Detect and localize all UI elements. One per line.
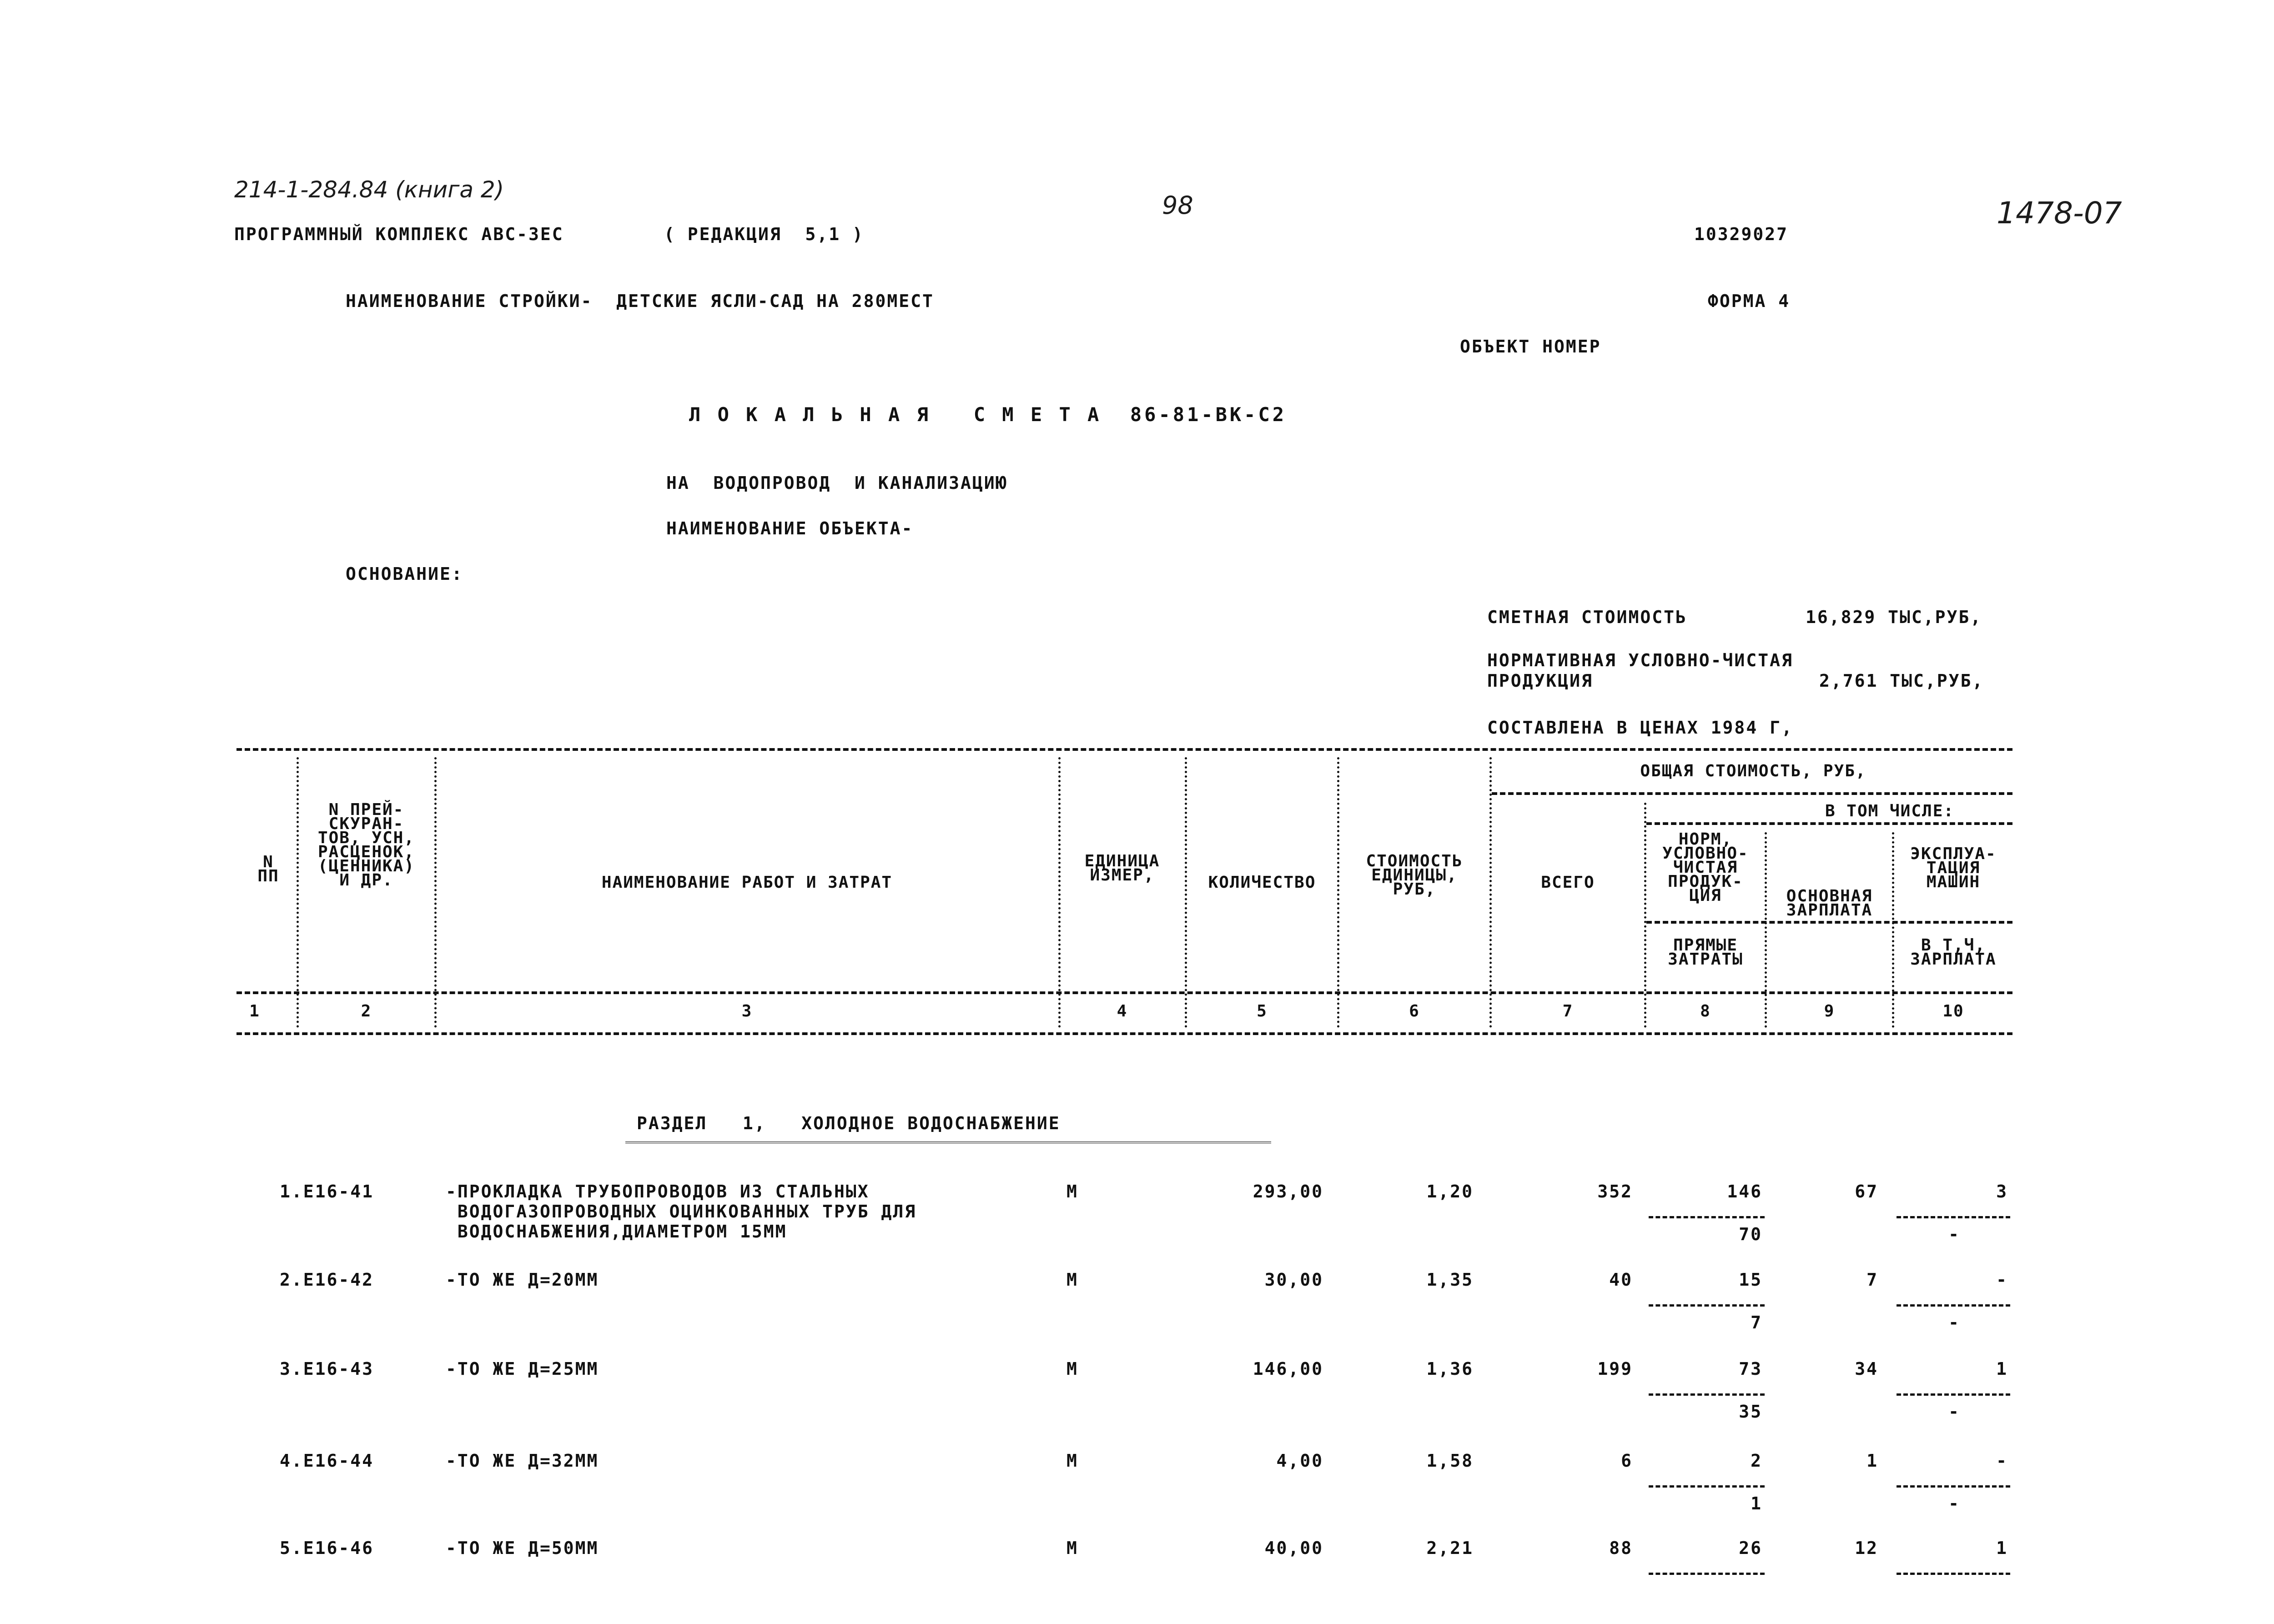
col-sep-8: [1765, 832, 1767, 1028]
norm-product-label: НОРМАТИВНАЯ УСЛОВНО-ЧИСТАЯ: [1487, 650, 1793, 670]
row-machines: -: [1996, 1451, 2008, 1471]
col-sep-3: [1058, 757, 1061, 1028]
col-number-3: 3: [741, 1002, 753, 1021]
row-norm-divider: [1649, 1393, 1765, 1396]
row-quantity: 40,00: [1264, 1538, 1323, 1558]
row-machine-wage: -: [1948, 1402, 1960, 1422]
row-unit-cost: 1,36: [1426, 1359, 1474, 1379]
col-sep-4: [1185, 757, 1187, 1028]
col-number-8: 8: [1700, 1002, 1711, 1021]
row-unit-cost: 1,58: [1426, 1451, 1474, 1471]
header-col-base-wage: ОСНОВНАЯ ЗАРПЛАТА: [1786, 887, 1873, 920]
page-number: 98: [1162, 191, 1193, 220]
form-number: ФОРМА 4: [1708, 291, 1791, 311]
row-base-wage: 12: [1855, 1538, 1878, 1558]
row-norm-product: 2: [1751, 1451, 1762, 1471]
row-machines: -: [1996, 1270, 2008, 1290]
header-col-unit: ЕДИНИЦА ИЗМЕР,: [1084, 852, 1160, 885]
row-unit: М: [1067, 1359, 1078, 1379]
basis-label: ОСНОВАНИЕ:: [346, 564, 463, 584]
row-machine-divider: [1897, 1304, 2010, 1307]
row-unit: М: [1067, 1451, 1078, 1471]
row-norm-product: 73: [1739, 1359, 1762, 1379]
table-group-rule: [1492, 792, 2012, 795]
col-number-4: 4: [1117, 1002, 1128, 1021]
row-norm-product: 15: [1739, 1270, 1762, 1290]
row-norm-product: 146: [1727, 1182, 1762, 1202]
norm-product-label-2: ПРОДУКЦИЯ: [1487, 671, 1593, 691]
row-machine-divider: [1897, 1573, 2010, 1575]
section-title: РАЗДЕЛ 1, ХОЛОДНОЕ ВОДОСНАБЖЕНИЕ: [637, 1113, 1061, 1133]
header-col-price-ref: N ПРЕЙ- СКУРАН- ТОВ, УСН, РАСЦЕНОК, (ЦЕННИКА) И ДР.: [317, 800, 415, 890]
row-code: 2.Е16-42: [280, 1270, 374, 1290]
price-level: СОСТАВЛЕНА В ЦЕНАХ 1984 Г,: [1487, 718, 1793, 738]
row-base-wage: 67: [1855, 1182, 1878, 1202]
header-col-norm-product: НОРМ, УСЛОВНО- ЧИСТАЯ ПРОДУК- ЦИЯ: [1662, 830, 1749, 905]
row-quantity: 293,00: [1253, 1182, 1323, 1202]
row-work-name: -ТО ЖЕ Д=20ММ: [446, 1270, 599, 1290]
program-name: ПРОГРАММНЫЙ КОМПЛЕКС АВС-ЗЕС: [234, 224, 564, 244]
row-machine-divider: [1897, 1216, 2010, 1218]
table-top-rule: [236, 748, 2012, 751]
col-sep-2: [434, 757, 437, 1028]
header-col-quantity: КОЛИЧЕСТВО: [1208, 873, 1316, 892]
row-code: 4.Е16-44: [280, 1451, 374, 1471]
header-col-machine-wage: В Т,Ч, ЗАРПЛАТА: [1910, 936, 1997, 969]
archive-number: 1478-07: [1997, 196, 2122, 231]
row-total: 352: [1597, 1182, 1633, 1202]
row-base-wage: 1: [1866, 1451, 1878, 1471]
row-norm-product: 26: [1739, 1538, 1762, 1558]
row-work-name: -ТО ЖЕ Д=25ММ: [446, 1359, 599, 1379]
col-sep-1: [297, 757, 299, 1028]
table-numbers-bottom-rule: [236, 1032, 2012, 1035]
header-col-number: N ПП: [257, 853, 279, 885]
table-incl-rule: [1646, 822, 2012, 825]
estimated-cost-value: 16,829 ТЫС,РУБ,: [1806, 607, 1982, 627]
estimate-title: Л О К А Л Ь Н А Я С М Е Т А 86-81-ВК-С2: [689, 403, 1287, 426]
col-number-7: 7: [1562, 1002, 1574, 1021]
row-machines: 1: [1996, 1359, 2008, 1379]
row-norm-divider: [1649, 1216, 1765, 1218]
header-col-machines: ЭКСПЛУА- ТАЦИЯ МАШИН: [1910, 845, 1997, 891]
row-code: 3.Е16-43: [280, 1359, 374, 1379]
estimated-cost-label: СМЕТНАЯ СТОИМОСТЬ: [1487, 607, 1687, 627]
document-code: 10329027: [1694, 224, 1789, 244]
col-number-6: 6: [1409, 1002, 1420, 1021]
col-number-5: 5: [1257, 1002, 1268, 1021]
row-work-name: -ТО ЖЕ Д=32ММ: [446, 1451, 599, 1471]
row-quantity: 4,00: [1276, 1451, 1323, 1471]
col-number-10: 10: [1942, 1002, 1964, 1021]
row-machine-divider: [1897, 1393, 2010, 1396]
construction-name: НАИМЕНОВАНИЕ СТРОЙКИ- ДЕТСКИЕ ЯСЛИ-САД НА 280МЕСТ: [346, 291, 934, 311]
header-col-work-name: НАИМЕНОВАНИЕ РАБОТ И ЗАТРАТ: [601, 873, 893, 892]
row-norm-divider: [1649, 1304, 1765, 1307]
section-title-underline: [625, 1141, 1271, 1143]
col-number-2: 2: [361, 1002, 372, 1021]
row-total: 199: [1597, 1359, 1633, 1379]
row-total: 40: [1609, 1270, 1633, 1290]
row-norm-divider: [1649, 1573, 1765, 1575]
row-unit-cost: 2,21: [1426, 1538, 1474, 1558]
row-direct-costs: 35: [1739, 1402, 1762, 1422]
row-work-name: -ПРОКЛАДКА ТРУБОПРОВОДОВ ИЗ СТАЛЬНЫХ ВОДОГАЗОПРОВОДНЫХ ОЦИНКОВАННЫХ ТРУБ ДЛЯ ВОДОСНАБЖЕНИЯ,ДИАМЕТРОМ 15ММ: [446, 1182, 917, 1242]
header-including: В ТОМ ЧИСЛЕ:: [1825, 802, 1955, 820]
row-machine-wage: -: [1948, 1312, 1960, 1332]
book-reference: 214-1-284.84 (книга 2): [234, 176, 504, 203]
row-quantity: 30,00: [1264, 1270, 1323, 1290]
col-number-9: 9: [1824, 1002, 1835, 1021]
row-code: 5.Е16-46: [280, 1538, 374, 1558]
row-total: 88: [1609, 1538, 1633, 1558]
row-quantity: 146,00: [1253, 1359, 1323, 1379]
row-machines: 1: [1996, 1538, 2008, 1558]
header-col-direct-costs: ПРЯМЫЕ ЗАТРАТЫ: [1668, 936, 1743, 969]
row-work-name: -ТО ЖЕ Д=50ММ: [446, 1538, 599, 1558]
row-norm-divider: [1649, 1485, 1765, 1488]
program-edition: ( РЕДАКЦИЯ 5,1 ): [664, 224, 864, 244]
table-header-bottom-rule: [236, 991, 2012, 994]
object-name: НАИМЕНОВАНИЕ ОБЪЕКТА-: [666, 518, 914, 538]
row-machine-wage: -: [1948, 1224, 1960, 1244]
header-total-group: ОБЩАЯ СТОИМОСТЬ, РУБ,: [1640, 762, 1866, 780]
table-sub-rule: [1646, 921, 2012, 924]
row-unit-cost: 1,35: [1426, 1270, 1474, 1290]
object-number: ОБЪЕКТ НОМЕР: [1460, 337, 1601, 357]
norm-product-value: 2,761 ТЫС,РУБ,: [1819, 671, 1984, 691]
row-total: 6: [1621, 1451, 1633, 1471]
row-base-wage: 7: [1866, 1270, 1878, 1290]
row-unit: М: [1067, 1270, 1078, 1290]
row-direct-costs: 7: [1751, 1312, 1762, 1332]
row-machines: 3: [1996, 1182, 2008, 1202]
header-col-unit-cost: СТОИМОСТЬ ЕДИНИЦЫ, РУБ,: [1366, 852, 1463, 899]
row-unit: М: [1067, 1538, 1078, 1558]
row-code: 1.Е16-41: [280, 1182, 374, 1202]
row-base-wage: 34: [1855, 1359, 1878, 1379]
row-machine-wage: -: [1948, 1493, 1960, 1513]
header-col-total: ВСЕГО: [1541, 873, 1595, 892]
row-machine-divider: [1897, 1485, 2010, 1488]
estimate-subtitle: НА ВОДОПРОВОД И КАНАЛИЗАЦИЮ: [666, 473, 1008, 493]
col-sep-6: [1489, 757, 1492, 1028]
row-direct-costs: 1: [1751, 1493, 1762, 1513]
col-number-1: 1: [249, 1002, 260, 1021]
row-unit-cost: 1,20: [1426, 1182, 1474, 1202]
row-direct-costs: 70: [1739, 1224, 1762, 1244]
row-unit: М: [1067, 1182, 1078, 1202]
